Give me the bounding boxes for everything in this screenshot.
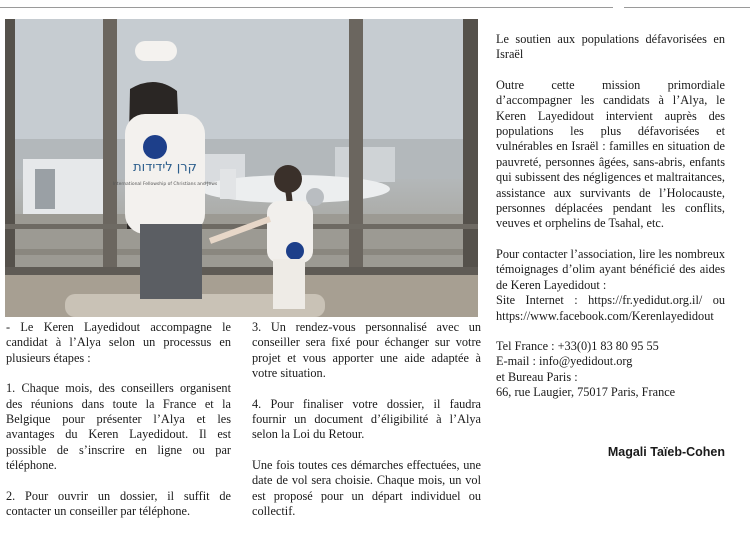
bureau-line: et Bureau Paris : bbox=[496, 369, 578, 384]
article-photo bbox=[5, 19, 478, 317]
col2-paragraph-3: Une fois toutes ces démarches effectuées, une date de vol sera choisie. Chaque mois, un vol est proposé pour un départ individuel ou collectif. bbox=[252, 457, 481, 519]
address-line: 66, rue Laugier, 75017 Paris, France bbox=[496, 385, 676, 400]
column-1 bbox=[6, 320, 231, 534]
website-links: Site Internet : https://fr.yedidut.org.il/ ou https://www.facebook.com/Kerenlayedidout bbox=[496, 293, 725, 323]
col1-paragraph-3: 2. Pour ouvrir un dossier, il suffit de contacter un conseiller par téléphone. bbox=[6, 488, 231, 519]
col2-paragraph-1: 3. Un rendez-vous personnalisé avec un conseiller sera fixé pour échanger sur votre projet et vous apporter une aide adaptée à votre situation. bbox=[252, 320, 481, 381]
col3-paragraph-2: Pour contacter l’association, lire les nombreux témoignages d’olim ayant bénéficié des aides de Keren Layedidout : bbox=[496, 246, 725, 292]
phone-line: Tel France : +33(0)1 83 80 95 55 bbox=[496, 338, 659, 353]
author-signature: Magali Taïeb-Cohen bbox=[607, 445, 725, 459]
section-heading: Le soutien aux populations défavorisées en Israël bbox=[496, 32, 725, 62]
col3-paragraph-1: Outre cette mission primordiale d’accompagner les candidats à l’Alya, le Keren Layedidout intervient auprès des populations les plus défavorisées et vulnérables en Israël : familles en situation de pauvreté, personnes âgées, sans-abris, enfants qui subissent des négligences et maltraitances, assistance aux survivants de l’Holocauste, personnes déplacées pendant les conflits, veuves et orphelins de Tsahal, etc. bbox=[496, 77, 725, 231]
shirt-logo-subtitle: International Fellowship of Christians and Jews bbox=[112, 182, 218, 187]
shirt-logo-text: קרן לידידות bbox=[133, 160, 197, 175]
column-2 bbox=[252, 320, 481, 534]
col1-paragraph-1: - Le Keren Layedidout accompagne le candidat à l’Alya selon un processus en plusieurs étapes : bbox=[6, 320, 231, 365]
top-rule-right bbox=[624, 7, 750, 8]
email-line: E-mail : info@yedidout.org bbox=[496, 354, 633, 369]
top-rule bbox=[0, 7, 613, 8]
column-3 bbox=[496, 32, 725, 401]
col1-paragraph-2: 1. Chaque mois, des conseillers organisent des réunions dans toute la France et la Belgique pour présenter l’Alya et les avantages du Keren Layedidout. Il est possible de s’inscrire en ligne ou par téléphone. bbox=[6, 381, 231, 473]
col2-paragraph-2: 4. Pour finaliser votre dossier, il faudra fournir un document d’éligibilité à l’Alya selon la Loi du Retour. bbox=[252, 396, 481, 442]
airport-window-scene bbox=[5, 19, 478, 317]
